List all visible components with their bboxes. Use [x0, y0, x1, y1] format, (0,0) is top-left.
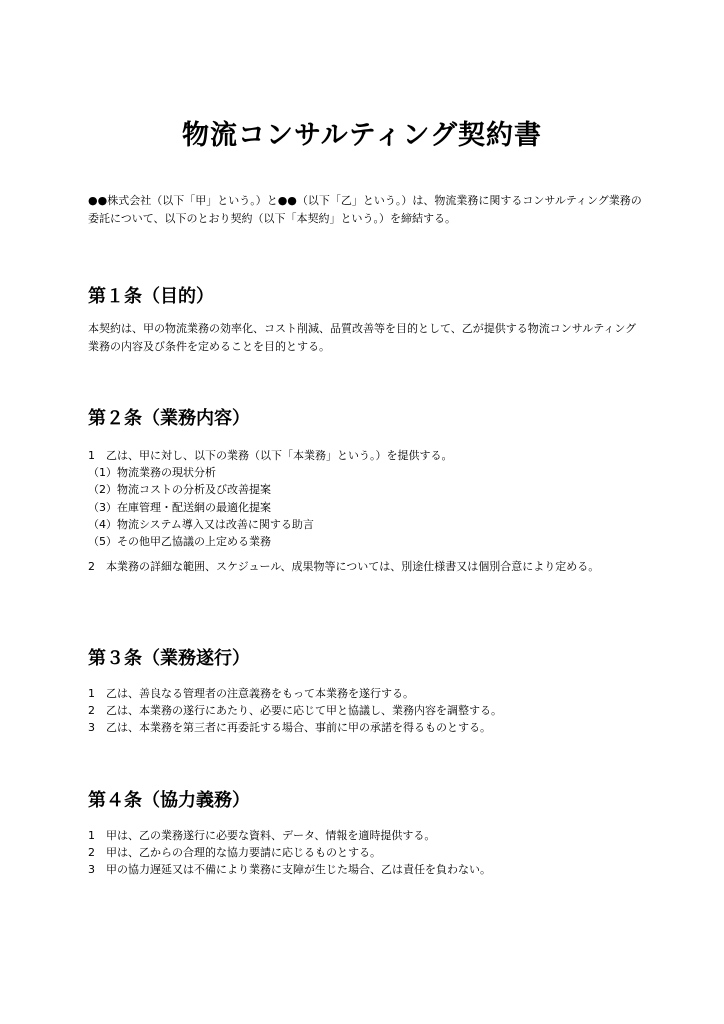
list-item: 2 甲は、乙からの合理的な協力要請に応じるものとする。: [88, 846, 381, 860]
list-item: （3）在庫管理・配送網の最適化提案: [88, 500, 271, 514]
article-4-list: [88, 827, 644, 879]
list-item: 1 甲は、乙の業務遂行に必要な資料、データ、情報を適時提供する。: [88, 829, 436, 842]
list-item: 2 乙は、本業務の遂行にあたり、必要に応じて甲と協議し、業務内容を調整する。: [88, 704, 502, 718]
article-4-heading: 第４条（協力義務）: [88, 790, 250, 811]
document-title: 物流コンサルティング契約書: [182, 120, 542, 151]
preamble: ●●株式会社（以下「甲」という。）と●●（以下「乙」という。）は、物流業務に関するコンサルティング業務の委託について、以下のとおり契約（以下「本契約」という。）を締結する。: [88, 194, 642, 225]
article-3-heading: 第３条（業務遂行）: [88, 648, 250, 669]
list-item: （1）物流業務の現状分析: [88, 466, 216, 480]
list-item: （5）その他甲乙協議の上定める業務: [88, 535, 271, 549]
article-2-paragraph-2: 2 本業務の詳細な範囲、スケジュール、成果物等については、別途仕様書又は個別合意により定める。: [88, 560, 600, 573]
article-3-list: [88, 685, 644, 737]
list-item: 1 乙は、甲に対し、以下の業務（以下「本業務」という。）を提供する。: [88, 449, 453, 462]
list-item: 3 甲の協力遅延又は不備により業務に支障が生じた場合、乙は責任を負わない。: [88, 863, 491, 877]
article-2-list: [88, 447, 644, 550]
article-1-heading: 第１条（目的）: [88, 286, 214, 307]
list-item: （2）物流コストの分析及び改善提案: [88, 483, 271, 497]
article-2-heading: 第２条（業務内容）: [88, 408, 250, 429]
article-1-body: 本契約は、甲の物流業務の効率化、コスト削減、品質改善等を目的として、乙が提供する物流コンサルティング業務の内容及び条件を定めることを目的とする。: [88, 322, 637, 353]
list-item: 1 乙は、善良なる管理者の注意義務をもって本業務を遂行する。: [88, 687, 414, 700]
list-item: 3 乙は、本業務を第三者に再委託する場合、事前に甲の承諾を得るものとする。: [88, 721, 491, 735]
list-item: （4）物流システム導入又は改善に関する助言: [88, 517, 314, 531]
